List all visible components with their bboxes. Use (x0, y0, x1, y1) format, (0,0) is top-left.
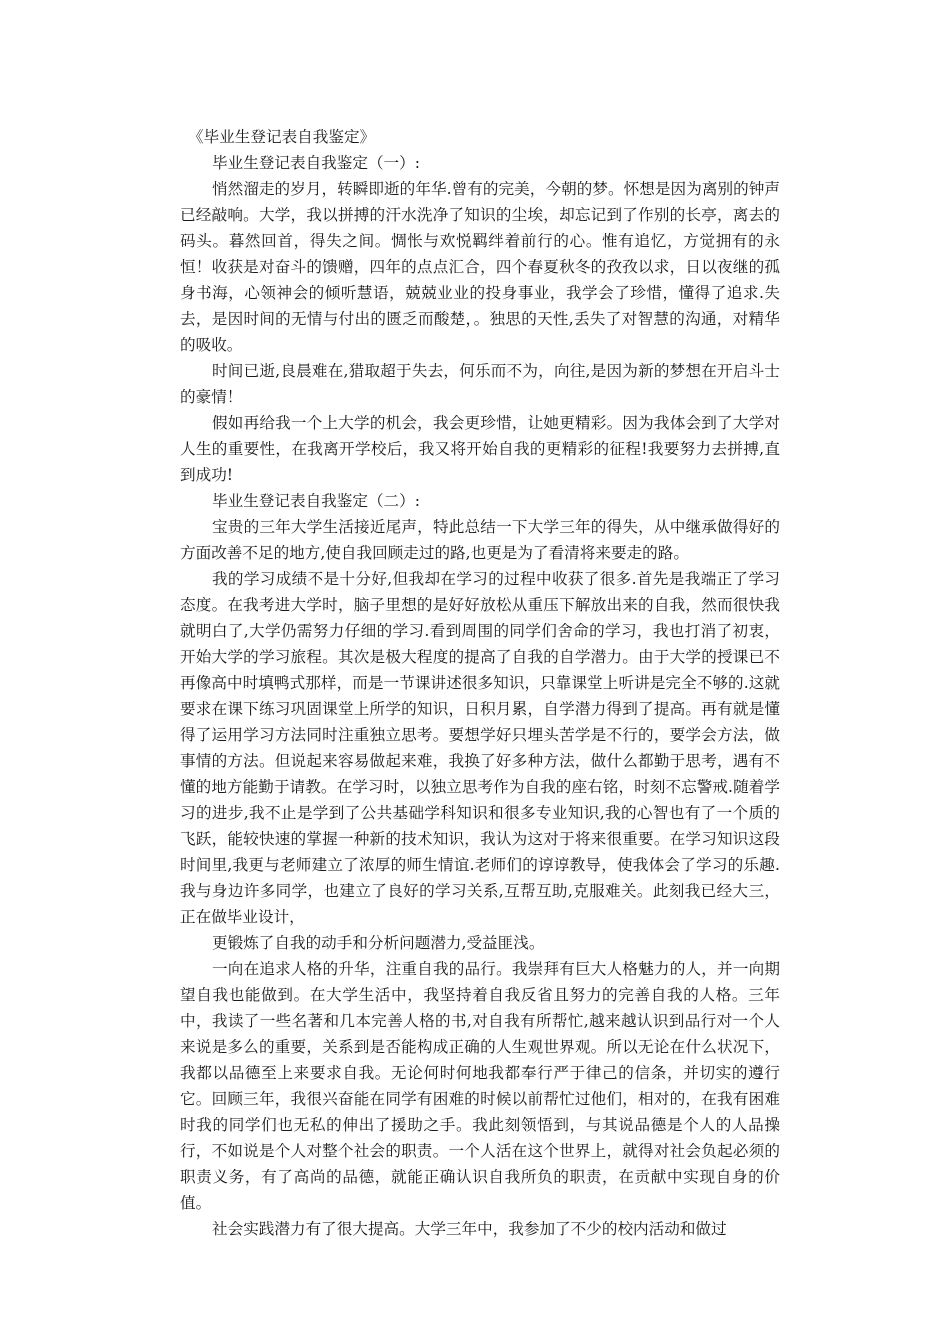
paragraph: 时间已逝,良晨难在,猎取超于失去，何乐而不为，向往,是因为新的梦想在开启斗士的豪情！ (180, 362, 780, 406)
paragraph: 更锻炼了自我的动手和分析问题潜力,受益匪浅。 (212, 934, 545, 952)
paragraph: 一向在追求人格的升华，注重自我的品行。我崇拜有巨大人格魅力的人，并一向期望自我也能做到。在大学生活中，我坚持着自我反省且努力的完善自我的人格。三年中，我读了一些名著和几本完善人格的书,对自我有所帮忙,越来越认识到品行对一个人来说是多么的重要，关系到是否能构成正确的人生观世界观。所以无论在什么状况下，我都以品德至上来要求自我。无论何时何地我都奉行严于律己的信条，并切实的遵行它。回顾三年，我很兴奋能在同学有困难的时候以前帮忙过他们，相对的，在我有困难时我的同学们也无私的伸出了援助之手。我此刻领悟到，与其说品德是个人的人品操行，不如说是个人对整个社会的职责。一个人活在这个世界上，就得对社会负起必须的职责义务，有了高尚的品德，就能正确认识自我所负的职责，在贡献中实现自身的价值。 (180, 960, 780, 1212)
paragraph: 我的学习成绩不是十分好,但我却在学习的过程中收获了很多.首先是我端正了学习态度。在我考进大学时，脑子里想的是好好放松从重压下解放出来的自我，然而很快我就明白了,大学仍需努力仔细的学习.看到周围的同学们舍命的学习，我也打消了初衷，开始大学的学习旅程。其次是极大程度的提高了自我的自学潜力。由于大学的授课已不再像高中时填鸭式那样，而是一节课讲述很多知识，只靠课堂上听讲是完全不够的.这就要求在课下练习巩固课堂上所学的知识，日积月累，自学潜力得到了提高。再有就是懂得了运用学习方法同时注重独立思考。要想学好只埋头苦学是不行的，要学会方法，做事情的方法。但说起来容易做起来难，我换了好多种方法，做什么都勤于思考，遇有不懂的地方能勤于请教。在学习时，以独立思考作为自我的座右铭，时刻不忘警戒.随着学习的进步,我不止是学到了公共基础学科知识和很多专业知识,我的心智也有了一个质的飞跃，能较快速的掌握一种新的技术知识，我认为这对于将来很重要。在学习知识这段时间里,我更与老师建立了浓厚的师生情谊.老师们的谆谆教导，使我体会了学习的乐趣.我与身边许多同学，也建立了良好的学习关系,互帮互助,克服难关。此刻我已经大三，正在做毕业设计， (180, 570, 780, 926)
section-heading-2: 毕业生登记表自我鉴定（二）: (212, 492, 420, 510)
section-heading-1: 毕业生登记表自我鉴定（一）: (212, 154, 420, 172)
paragraph: 社会实践潜力有了很大提高。大学三年中，我参加了不少的校内活动和做过 (212, 1220, 727, 1238)
paragraph: 宝贵的三年大学生活接近尾声，特此总结一下大学三年的得失，从中继承做得好的方面改善不足的地方,使自我回顾走过的路,也更是为了看清将来要走的路。 (180, 518, 780, 562)
paragraph: 假如再给我一个上大学的机会，我会更珍惜，让她更精彩。因为我体会到了大学对人生的重要性，在我离开学校后，我又将开始自我的更精彩的征程!我要努力去拼搏,直到成功! (180, 414, 780, 484)
document-title: 《毕业生登记表自我鉴定》 (188, 128, 376, 146)
paragraph: 悄然溜走的岁月，转瞬即逝的年华.曾有的完美，今朝的梦。怀想是因为离别的钟声已经敲响。大学，我以拼搏的汗水洗净了知识的尘埃，却忘记到了作别的长亭，离去的码头。暮然回首，得失之间。惆怅与欢悦羁绊着前行的心。惟有追忆，方觉拥有的永恒！收获是对奋斗的馈赠，四年的点点汇合，四个春夏秋冬的孜孜以求，日以夜继的孤身书海，心领神会的倾听慧语，兢兢业业的投身事业，我学会了珍惜，懂得了追求.失去，是因时间的无情与付出的匮乏而酸楚，。独思的天性,丢失了对智慧的沟通，对精华的吸收。 (180, 180, 780, 354)
document-page (180, 124, 780, 1242)
